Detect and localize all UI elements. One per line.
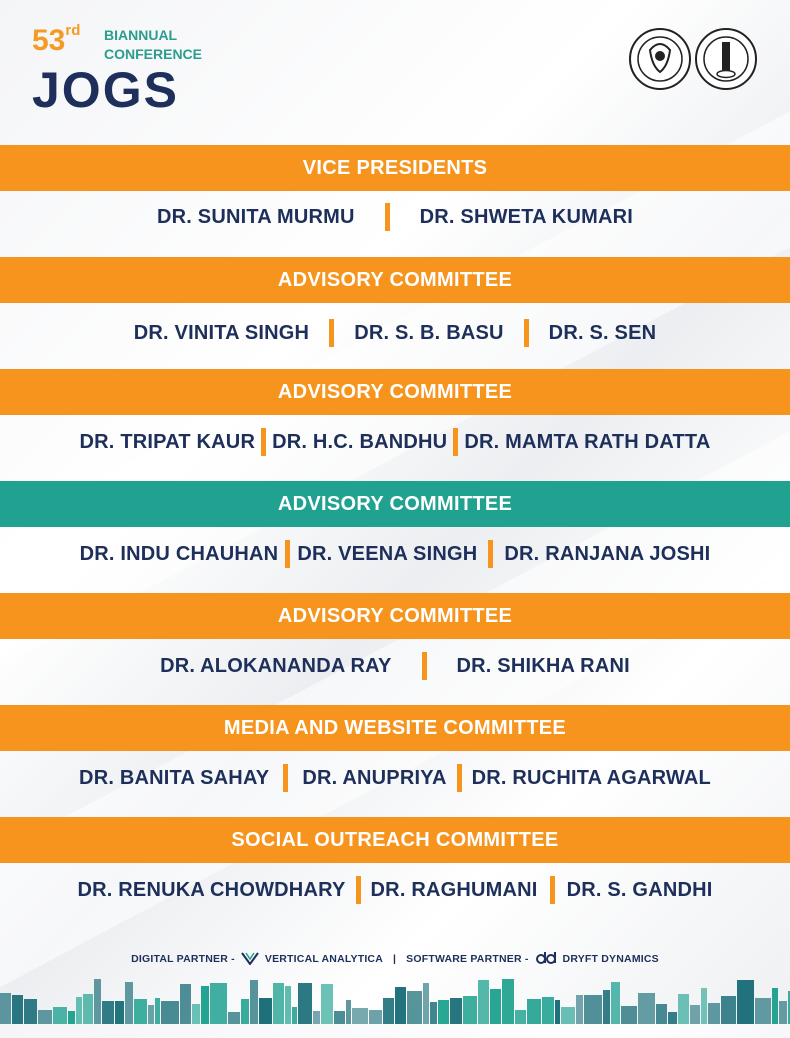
member-name: DR. MAMTA RATH DATTA [464, 430, 711, 453]
separator [356, 876, 361, 904]
section-header: VICE PRESIDENTS [0, 145, 790, 191]
member-name: DR. RANJANA JOSHI [504, 542, 711, 565]
section-header: ADVISORY COMMITTEE [0, 593, 790, 639]
society-seal-icon [630, 29, 690, 89]
separator [261, 428, 266, 456]
member-name: DR. BANITA SAHAY [79, 766, 270, 789]
member-name: DR. INDU CHAUHAN [79, 542, 279, 565]
section-header: MEDIA AND WEBSITE COMMITTEE [0, 705, 790, 751]
member-name: DR. ALOKANANDA RAY [160, 654, 392, 677]
separator [285, 540, 290, 568]
footer-divider: | [393, 953, 397, 965]
member-name: DR. TRIPAT KAUR [79, 430, 256, 453]
separator [422, 652, 427, 680]
name-row [0, 634, 790, 698]
member-name: DR. VINITA SINGH [133, 321, 310, 344]
section-header: ADVISORY COMMITTEE [0, 257, 790, 303]
separator [453, 428, 458, 456]
member-name: DR. SHIKHA RANI [456, 654, 630, 677]
member-name: DR. S. GANDHI [566, 878, 713, 901]
member-name: DR. VEENA SINGH [297, 542, 478, 565]
name-row [0, 185, 790, 249]
section-header: SOCIAL OUTREACH COMMITTEE [0, 817, 790, 863]
member-name: DR. RENUKA CHOWDHARY [77, 878, 346, 901]
member-name: DR. H.C. BANDHU [272, 430, 448, 453]
member-name: DR. RUCHITA AGARWAL [471, 766, 711, 789]
name-row [0, 746, 790, 810]
separator [457, 764, 462, 792]
separator [550, 876, 555, 904]
name-row [0, 410, 790, 474]
brand-title: JOGS [32, 62, 179, 118]
conference-logo [32, 22, 232, 117]
section-header: ADVISORY COMMITTEE [0, 481, 790, 527]
separator [283, 764, 288, 792]
association-seal-icon [696, 29, 756, 89]
name-row [0, 858, 790, 922]
partners-footer [0, 948, 790, 970]
section-header: ADVISORY COMMITTEE [0, 369, 790, 415]
software-partner-label: SOFTWARE PARTNER - [406, 953, 529, 965]
city-skyline-icon [0, 976, 790, 1024]
separator [524, 319, 529, 347]
member-name: DR. S. SEN [548, 321, 657, 344]
conference-subtitle: BIANNUAL CONFERENCE [104, 27, 203, 62]
software-partner-name: DRYFT DYNAMICS [562, 953, 659, 965]
member-name: DR. SHWETA KUMARI [419, 205, 633, 228]
name-row [0, 522, 790, 586]
separator [329, 319, 334, 347]
member-name: DR. S. B. BASU [354, 321, 504, 344]
member-name: DR. RAGHUMANI [370, 878, 538, 901]
seals [628, 26, 760, 92]
edition-number: 53rd [32, 22, 81, 57]
separator [385, 203, 390, 231]
digital-partner-name: VERTICAL ANALYTICA [264, 953, 383, 965]
digital-partner-label: DIGITAL PARTNER - [131, 953, 235, 965]
member-name: DR. ANUPRIYA [302, 766, 447, 789]
dryft-dynamics-logo-icon [535, 951, 557, 968]
member-name: DR. SUNITA MURMU [156, 205, 355, 228]
vertical-analytica-logo-icon [241, 951, 259, 968]
name-row [0, 301, 790, 365]
separator [488, 540, 493, 568]
